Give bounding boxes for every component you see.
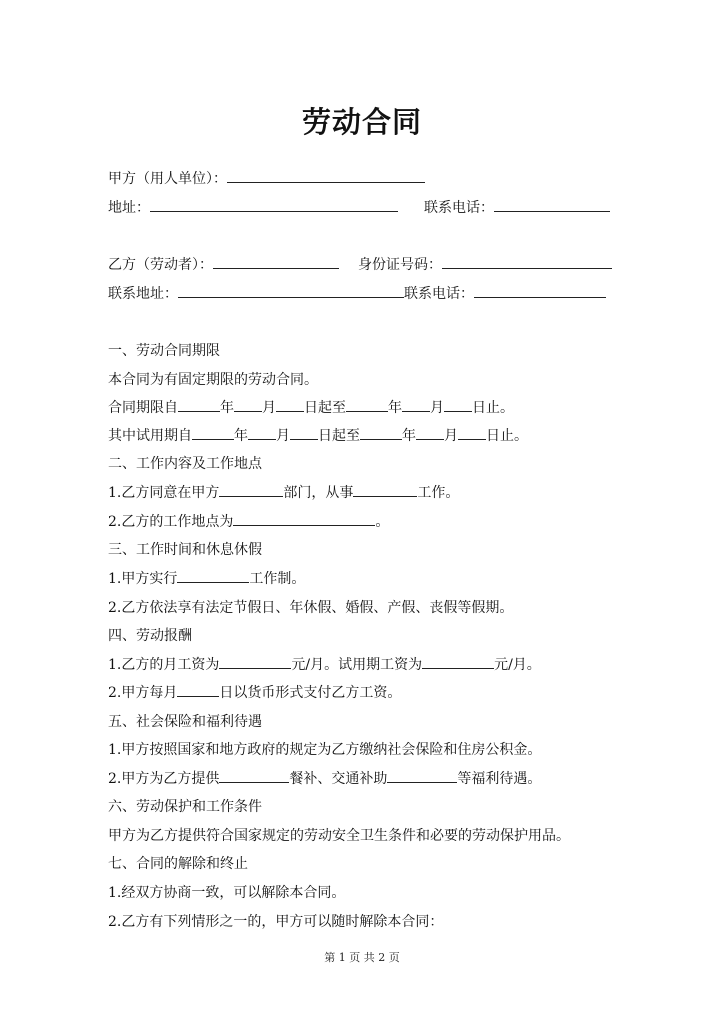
section-1-line-2 — [108, 397, 514, 419]
party-b-name-row — [108, 254, 339, 276]
section-3-heading: 三、工作时间和休息休假 — [108, 542, 262, 558]
term-start-label: 合同期限自 — [108, 400, 178, 416]
party-a-name-blank[interactable] — [227, 168, 425, 183]
party-b-name-blank[interactable] — [213, 254, 339, 269]
transport-allowance-blank[interactable] — [387, 768, 457, 783]
probation-wage-label: 元/月。试用期工资为 — [291, 657, 423, 673]
department-prefix: 1.乙方同意在甲方 — [108, 485, 220, 501]
year-label-4: 年 — [402, 428, 416, 444]
probation-start-label: 其中试用期自 — [108, 428, 192, 444]
probation-wage-blank[interactable] — [422, 654, 494, 669]
section-7-heading: 七、合同的解除和终止 — [108, 856, 248, 872]
section-2-line-1 — [108, 482, 459, 504]
section-5-line-2 — [108, 768, 541, 790]
job-suffix: 工作。 — [417, 485, 460, 501]
month-label-3: 月 — [276, 428, 290, 444]
job-blank[interactable] — [353, 482, 417, 497]
section-7-line-1: 1.经双方协商一致，可以解除本合同。 — [108, 885, 346, 901]
department-blank[interactable] — [219, 482, 283, 497]
payday-blank[interactable] — [177, 682, 219, 697]
section-1-line-1: 本合同为有固定期限的劳动合同。 — [108, 372, 318, 388]
work-system-prefix: 1.甲方实行 — [108, 571, 178, 587]
probation-end-month-blank[interactable] — [416, 425, 444, 440]
work-system-blank[interactable] — [177, 568, 249, 583]
probation-end-year-blank[interactable] — [360, 425, 402, 440]
benefits-suffix: 等福利待遇。 — [457, 771, 542, 787]
year-label-3: 年 — [234, 428, 248, 444]
party-a-phone-label: 联系电话： — [424, 200, 494, 216]
party-b-phone-blank[interactable] — [474, 283, 606, 298]
workplace-blank[interactable] — [233, 511, 375, 526]
party-a-address-row — [108, 197, 398, 219]
party-a-phone-blank[interactable] — [494, 197, 610, 212]
month-label: 月 — [262, 400, 276, 416]
term-start-day-blank[interactable] — [276, 397, 304, 412]
probation-end-day-blank[interactable] — [458, 425, 486, 440]
section-2-heading: 二、工作内容及工作地点 — [108, 456, 262, 472]
section-7-line-2: 2.乙方有下列情形之一的，甲方可以随时解除本合同： — [108, 914, 444, 930]
party-b-address-label: 联系地址： — [108, 286, 178, 302]
department-suffix: 部门，从事 — [283, 485, 354, 501]
party-b-id-blank[interactable] — [442, 254, 612, 269]
party-a-label: 甲方（用人单位）： — [108, 171, 227, 187]
probation-start-day-blank[interactable] — [290, 425, 318, 440]
party-a-phone-row — [424, 197, 610, 219]
section-5-heading: 五、社会保险和福利待遇 — [108, 714, 262, 730]
until-label-2: 日起至 — [318, 428, 360, 444]
until-label: 日起至 — [304, 400, 346, 416]
monthly-wage-prefix: 1.乙方的月工资为 — [108, 657, 220, 673]
party-a-address-label: 地址： — [108, 200, 150, 216]
term-end-year-blank[interactable] — [346, 397, 388, 412]
end-label-2: 日止。 — [486, 428, 528, 444]
workplace-suffix: 。 — [375, 514, 390, 530]
party-b-address-blank[interactable] — [178, 283, 404, 298]
party-b-address-row — [108, 283, 606, 305]
benefits-middle: 餐补、交通补助 — [289, 771, 388, 787]
party-a-address-blank[interactable] — [150, 197, 398, 212]
term-start-month-blank[interactable] — [234, 397, 262, 412]
month-label-4: 月 — [444, 428, 458, 444]
workplace-prefix: 2.乙方的工作地点为 — [108, 514, 234, 530]
section-5-line-1: 1.甲方按照国家和地方政府的规定为乙方缴纳社会保险和住房公积金。 — [108, 742, 542, 758]
section-4-heading: 四、劳动报酬 — [108, 628, 192, 644]
term-end-day-blank[interactable] — [444, 397, 472, 412]
probation-wage-suffix: 元/月。 — [494, 657, 541, 673]
document-title: 劳动合同 — [301, 105, 422, 139]
meal-allowance-blank[interactable] — [219, 768, 289, 783]
year-label-2: 年 — [388, 400, 402, 416]
section-2-line-2 — [108, 511, 389, 533]
section-6-heading: 六、劳动保护和工作条件 — [108, 799, 262, 815]
section-3-line-1 — [108, 568, 305, 590]
probation-start-year-blank[interactable] — [192, 425, 234, 440]
payday-prefix: 2.甲方每月 — [108, 685, 178, 701]
term-start-year-blank[interactable] — [178, 397, 220, 412]
section-4-line-2 — [108, 682, 401, 704]
section-3-line-2: 2.乙方依法享有法定节假日、年休假、婚假、产假、丧假等假期。 — [108, 600, 514, 616]
page-number: 第 1 页 共 2 页 — [324, 951, 400, 964]
year-label: 年 — [220, 400, 234, 416]
payday-suffix: 日以货币形式支付乙方工资。 — [219, 685, 402, 701]
section-1-heading: 一、劳动合同期限 — [108, 343, 220, 359]
party-a-name-row — [108, 168, 425, 190]
party-b-phone-label: 联系电话： — [404, 286, 474, 302]
work-system-suffix: 工作制。 — [249, 571, 306, 587]
party-b-id-row — [358, 254, 612, 276]
party-b-label: 乙方（劳动者）： — [108, 257, 213, 273]
monthly-wage-blank[interactable] — [219, 654, 291, 669]
section-4-line-1 — [108, 654, 541, 676]
benefits-prefix: 2.甲方为乙方提供 — [108, 771, 220, 787]
party-b-id-label: 身份证号码： — [358, 257, 442, 273]
term-end-month-blank[interactable] — [402, 397, 430, 412]
end-label: 日止。 — [472, 400, 514, 416]
section-6-line-1: 甲方为乙方提供符合国家规定的劳动安全卫生条件和必要的劳动保护用品。 — [108, 828, 570, 844]
probation-start-month-blank[interactable] — [248, 425, 276, 440]
section-1-line-3 — [108, 425, 528, 447]
month-label-2: 月 — [430, 400, 444, 416]
